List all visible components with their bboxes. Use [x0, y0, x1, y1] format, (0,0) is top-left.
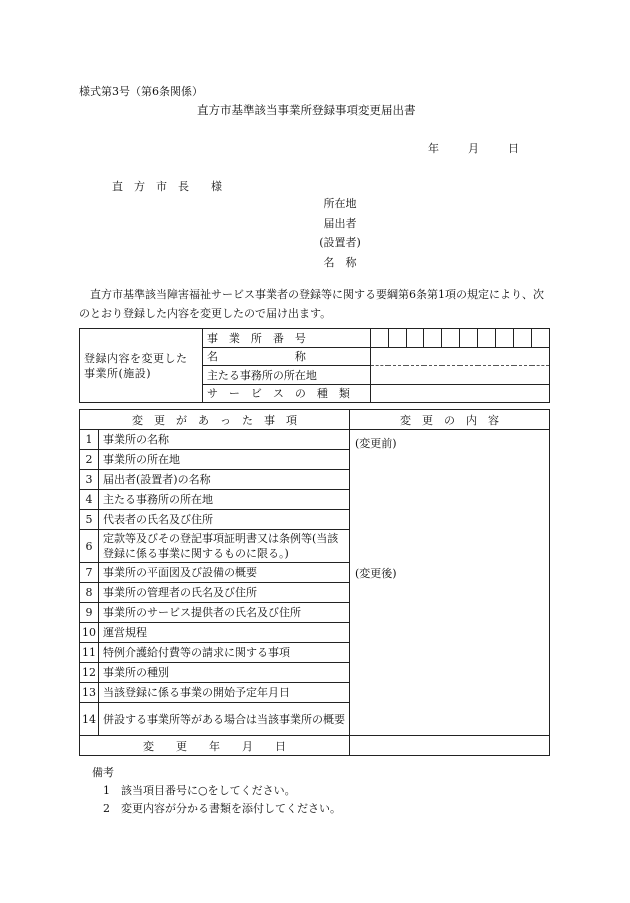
- notes-title: 備考: [92, 766, 114, 779]
- body-text: 直方市基準該当障害福祉サービス事業者の登録等に関する要綱第6条第1項の規定により、次のとおり登録した内容を変更したので届け出ます。: [79, 288, 544, 320]
- facility-office-address-field[interactable]: [370, 366, 549, 385]
- name-label: 名 称: [323, 255, 357, 269]
- facility-group-label: 登録内容を変更した事業所(施設): [80, 329, 203, 403]
- facility-row-label: サ ー ビ ス の 種 類: [202, 384, 370, 403]
- facility-row-label: 事 業 所 番 号: [202, 329, 370, 348]
- item-number[interactable]: 9: [80, 603, 99, 623]
- item-text: 事業所の名称: [99, 430, 350, 450]
- change-date-field[interactable]: [350, 736, 550, 756]
- document-title: 直方市基準該当事業所登録事項変更届出書: [197, 103, 416, 117]
- facility-name-field[interactable]: [370, 347, 549, 366]
- item-number[interactable]: 13: [80, 683, 99, 703]
- date-year: 年: [428, 142, 439, 155]
- item-text: 代表者の氏名及び住所: [99, 510, 350, 530]
- item-text: 事業所の所在地: [99, 450, 350, 470]
- item-text: 運営規程: [99, 623, 350, 643]
- item-number[interactable]: 7: [80, 563, 99, 583]
- facility-number-cell[interactable]: [406, 329, 424, 348]
- item-number[interactable]: 5: [80, 510, 99, 530]
- addressee: 直 方 市 長 様: [112, 180, 222, 193]
- establisher-label: (設置者): [319, 236, 361, 249]
- item-text: 届出者(設置者)の名称: [99, 470, 350, 490]
- item-text: 主たる事務所の所在地: [99, 490, 350, 510]
- notifier-label: 届出者: [323, 216, 357, 230]
- item-number[interactable]: 14: [80, 703, 99, 736]
- facility-number-cell[interactable]: [442, 329, 460, 348]
- changes-header-left: 変 更 が あ っ た 事 項: [80, 410, 350, 430]
- facility-number-cell[interactable]: [424, 329, 442, 348]
- date-day: 日: [508, 142, 519, 155]
- item-text: 事業所の管理者の氏名及び住所: [99, 583, 350, 603]
- item-number[interactable]: 6: [80, 530, 99, 563]
- after-label: (変更後): [355, 567, 397, 580]
- facility-table: [79, 328, 550, 403]
- facility-row-label: 名 称: [202, 347, 370, 366]
- item-number[interactable]: 2: [80, 450, 99, 470]
- date-line: [428, 140, 519, 156]
- applicant-block: [280, 194, 400, 272]
- item-number[interactable]: 3: [80, 470, 99, 490]
- facility-number-cell[interactable]: [478, 329, 496, 348]
- form-number: 様式第3号（第6条関係）: [79, 85, 203, 98]
- before-label: (変更前): [355, 437, 397, 450]
- item-text: 定款等及びその登記事項証明書又は条例等(当該登録に係る事業に関するものに限る。): [99, 530, 350, 563]
- item-number[interactable]: 12: [80, 663, 99, 683]
- change-date-label: 変 更 年 月 日: [80, 736, 350, 756]
- facility-number-cell[interactable]: [496, 329, 514, 348]
- facility-number-cell[interactable]: [514, 329, 532, 348]
- facility-number-cell[interactable]: [532, 329, 550, 348]
- item-number[interactable]: 1: [80, 430, 99, 450]
- facility-service-type-field[interactable]: [370, 384, 549, 403]
- item-text: 事業所の平面図及び設備の概要: [99, 563, 350, 583]
- item-number[interactable]: 8: [80, 583, 99, 603]
- changes-table: [79, 409, 550, 756]
- item-text: 特例介護給付費等の請求に関する事項: [99, 643, 350, 663]
- item-text: 併設する事業所等がある場合は当該事業所の概要: [99, 703, 350, 736]
- item-number[interactable]: 11: [80, 643, 99, 663]
- item-text: 事業所のサービス提供者の氏名及び住所: [99, 603, 350, 623]
- note-item: 2 変更内容が分かる書類を添付してください。: [103, 802, 341, 815]
- item-text: 当該登録に係る事業の開始予定年月日: [99, 683, 350, 703]
- date-month: 月: [468, 142, 479, 155]
- changes-header-right: 変 更 の 内 容: [350, 410, 550, 430]
- note-item: 1 該当項目番号に○をしてください。: [103, 784, 296, 797]
- facility-number-cell[interactable]: [460, 329, 478, 348]
- item-number[interactable]: 10: [80, 623, 99, 643]
- facility-row-label: 主たる事務所の所在地: [202, 366, 370, 385]
- facility-number-cell[interactable]: [370, 329, 388, 348]
- facility-number-cell[interactable]: [388, 329, 406, 348]
- item-text: 事業所の種別: [99, 663, 350, 683]
- address-label: 所在地: [323, 197, 357, 210]
- change-content-cell[interactable]: [350, 430, 550, 736]
- item-number[interactable]: 4: [80, 490, 99, 510]
